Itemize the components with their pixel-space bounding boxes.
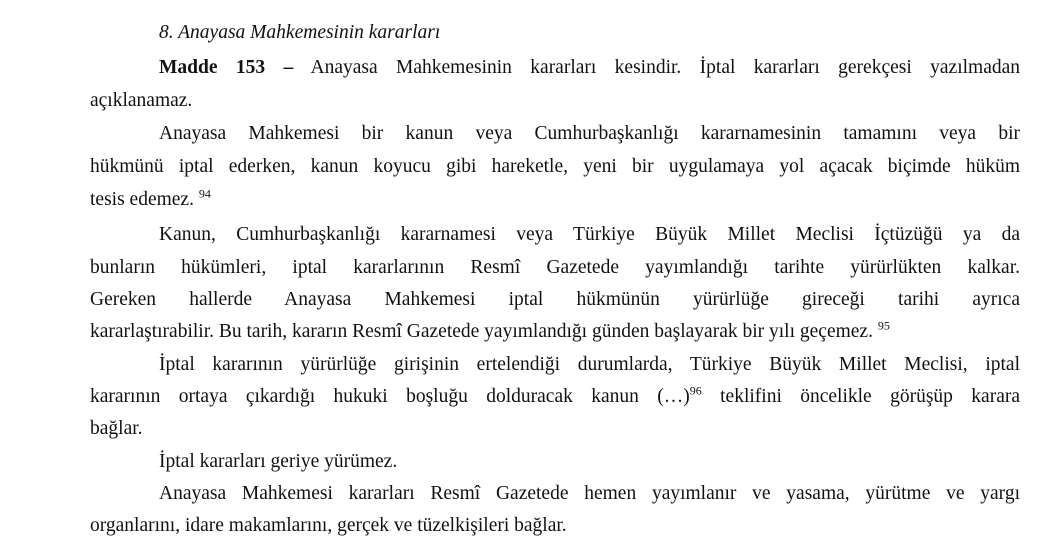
p4-line1: İptal kararının yürürlüğe girişinin ertelendiği durumlarda, Türkiye Büyük Millet Meclisi, iptal [159, 354, 1020, 375]
footnote-ref-95[interactable]: 95 [877, 318, 890, 333]
p3-line4-text: kararlaştırabilir. Bu tarih, kararın Resmî Gazetede yayımlandığı günden başlayarak bir yılı geçemez. [90, 321, 873, 342]
p2-line2: hükmünü iptal ederken, kanun koyucu gibi hareketle, yeni bir uygulamaya yol açacak biçimde hüküm [90, 156, 1020, 177]
p2-line1: Anayasa Mahkemesi bir kanun veya Cumhurbaşkanlığı kararnamesinin tamamını veya bir [159, 123, 1020, 144]
footnote-ref-94[interactable]: 94 [198, 186, 211, 201]
p4-line3: bağlar. [90, 418, 143, 439]
p4-line2 [90, 381, 1020, 413]
p2-line3-text: tesis edemez. [90, 189, 194, 210]
footnote-ref-96[interactable]: 96 [689, 383, 702, 398]
p3-line1: Kanun, Cumhurbaşkanlığı kararnamesi veya Türkiye Büyük Millet Meclisi İçtüzüğü ya da [159, 224, 1020, 245]
article-first-line [159, 52, 1020, 84]
p1-line1-text: Anayasa Mahkemesinin kararları kesindir. İptal kararları gerekçesi yazılmadan [310, 57, 1021, 78]
p6-line1: Anayasa Mahkemesi kararları Resmî Gazetede hemen yayımlanır ve yasama, yürütme ve yargı [159, 483, 1020, 504]
p5-line1: İptal kararları geriye yürümez. [159, 451, 398, 472]
p6-line2: organlarını, idare makamlarını, gerçek ve tüzelkişileri bağlar. [90, 515, 567, 536]
p4-line2-before: kararının ortaya çıkardığı hukuki boşluğu dolduracak kanun (…) [90, 386, 690, 407]
p3-line2: bunların hükümleri, iptal kararlarının Resmî Gazetede yayımlandığı tarihte yürürlükten kalkar. [90, 257, 1020, 278]
p1-line2: açıklanamaz. [90, 90, 193, 111]
section-heading: 8. Anayasa Mahkemesinin kararları [159, 22, 441, 43]
p2-line3 [90, 184, 211, 216]
p3-line4 [90, 316, 890, 348]
p3-line3: Gereken hallerde Anayasa Mahkemesi iptal hükmünün yürürlüğe gireceği tarihi ayrıca [90, 289, 1020, 310]
p4-line2-after: teklifini öncelikle görüşüp karara [701, 386, 1020, 407]
article-label: Madde 153 – [159, 57, 294, 78]
